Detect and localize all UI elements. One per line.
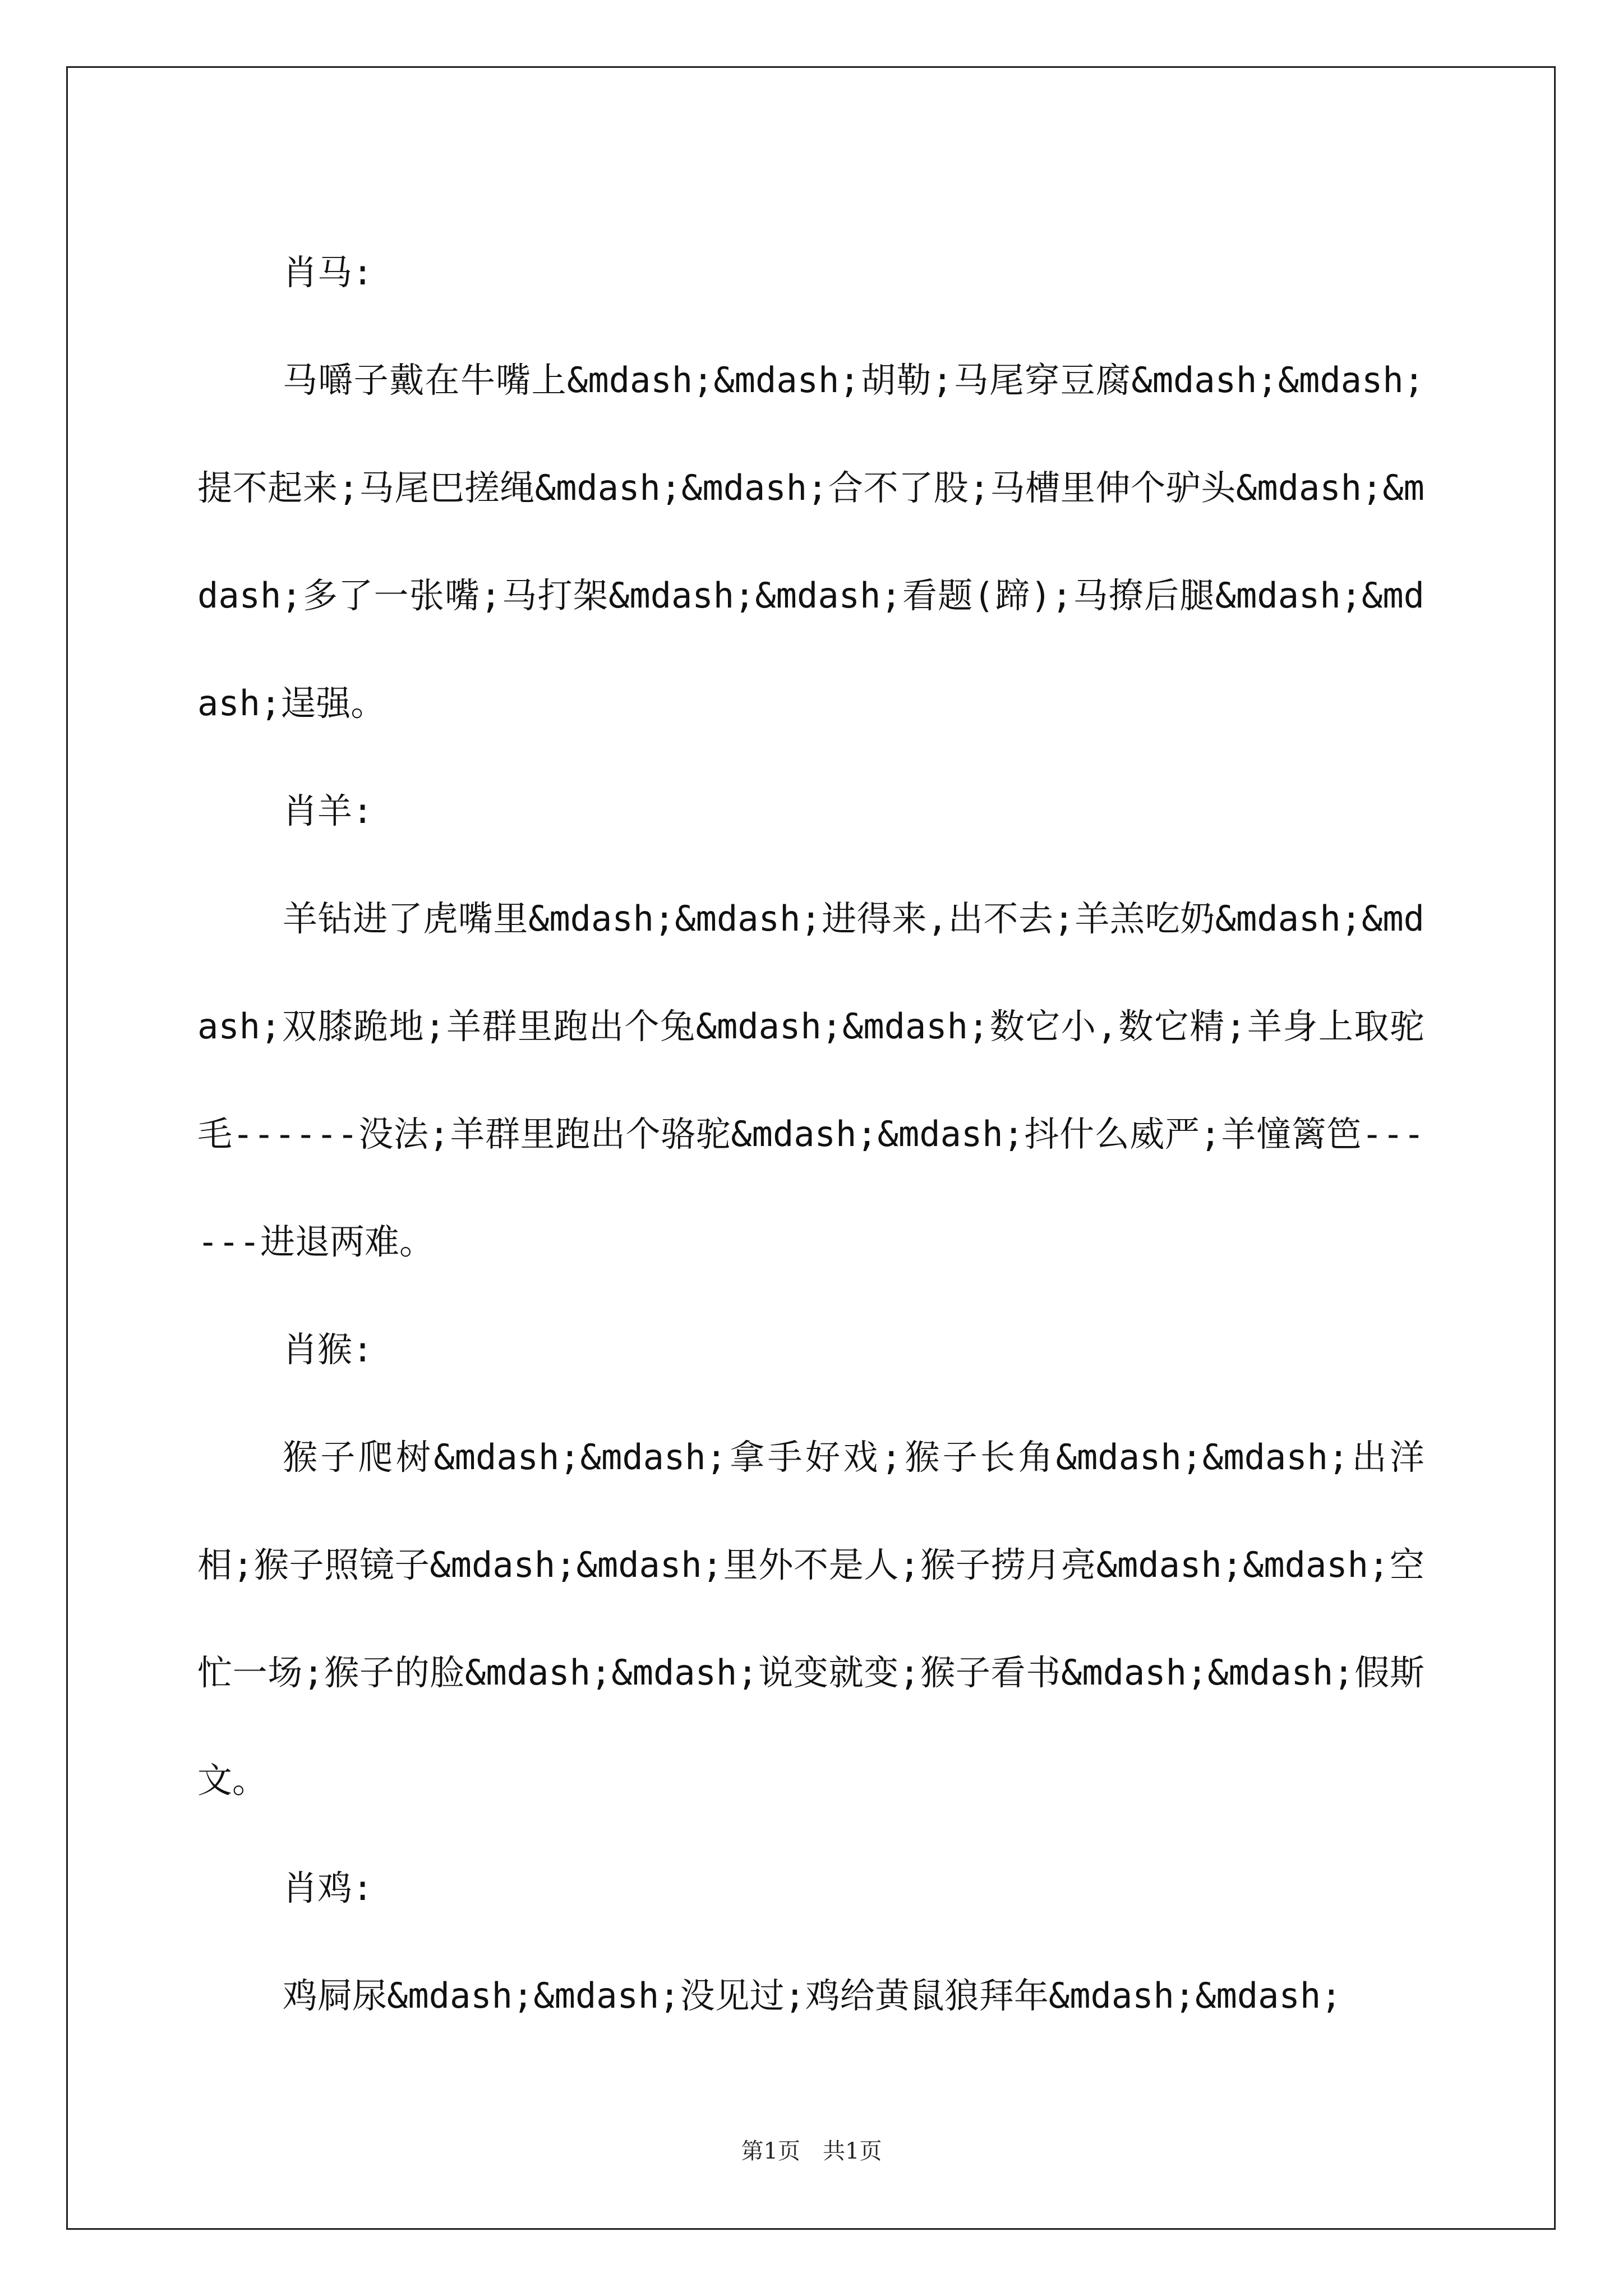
section-heading: 肖鸡:	[283, 1867, 374, 1908]
document-body	[197, 219, 1424, 2050]
section-paragraph: 羊钻进了虎嘴里&mdash;&mdash;进得来,出不去;羊羔吃奶&mdash;&mdash;双膝跪地;羊群里跑出个兔&mdash;&mdash;数它小,数它精;羊身上取驼毛------没法;羊群里跑出个骆驼&mdash;&mdash;抖什么威严;羊憧篱笆------进退两难。	[197, 898, 1424, 1262]
section-paragraph: 鸡屙尿&mdash;&mdash;没见过;鸡给黄鼠狼拜年&mdash;&mdash;	[283, 1975, 1342, 2016]
page-footer: 第1页 共1页	[741, 2138, 882, 2164]
section-paragraph: 猴子爬树&mdash;&mdash;拿手好戏;猴子长角&mdash;&mdash;出洋相;猴子照镜子&mdash;&mdash;里外不是人;猴子捞月亮&mdash;&mdash;空忙一场;猴子的脸&mdash;&mdash;说变就变;猴子看书&mdash;&mdash;假斯文。	[197, 1437, 1424, 1801]
section-monkey	[197, 1296, 1424, 1834]
section-paragraph: 马嚼子戴在牛嘴上&mdash;&mdash;胡勒;马尾穿豆腐&mdash;&mdash;提不起来;马尾巴搓绳&mdash;&mdash;合不了股;马槽里伸个驴头&mdash;&mdash;多了一张嘴;马打架&mdash;&mdash;看题(蹄);马撩后腿&mdash;&mdash;逞强。	[197, 360, 1424, 724]
section-heading: 肖马:	[283, 252, 374, 293]
section-horse	[197, 219, 1424, 757]
section-sheep	[197, 757, 1424, 1296]
section-rooster	[197, 1834, 1424, 2050]
section-heading: 肖羊:	[283, 790, 374, 831]
section-heading: 肖猴:	[283, 1329, 374, 1370]
